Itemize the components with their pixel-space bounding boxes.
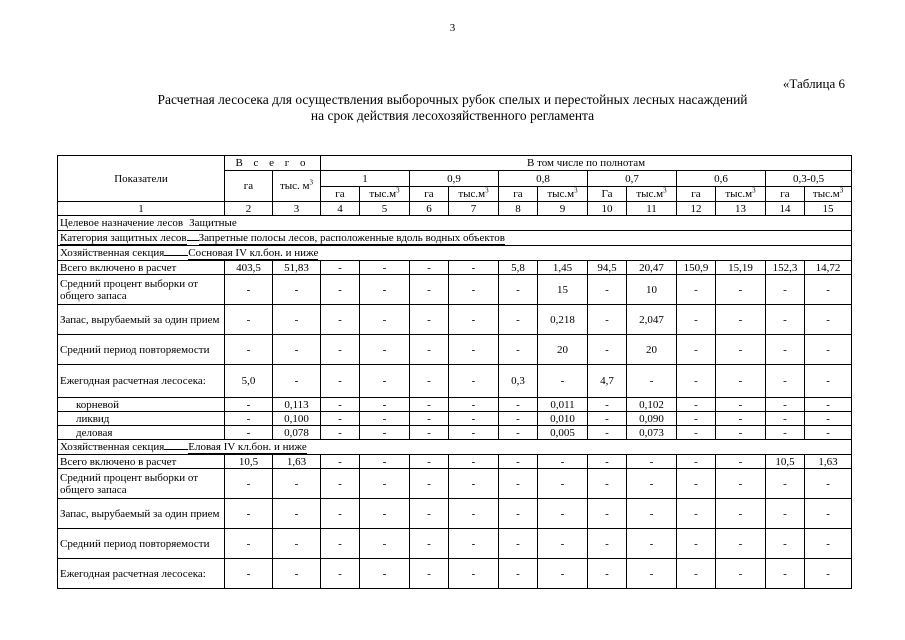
- table-cell: -: [588, 426, 627, 440]
- table-cell: -: [273, 469, 321, 499]
- table-cell: 15: [538, 275, 588, 305]
- table-cell: -: [677, 335, 716, 365]
- table-cell: -: [805, 305, 852, 335]
- header-incl-densities: В том числе по полнотам: [321, 156, 852, 171]
- category-value: Запретные полосы лесов, расположенные вдоль водных объектов: [198, 231, 505, 244]
- col-number: 9: [538, 202, 588, 216]
- table-row: [58, 412, 852, 426]
- category-label: Категория защитных лесов: [60, 231, 187, 244]
- header-indicators: Показатели: [58, 156, 225, 202]
- table-cell: -: [360, 426, 410, 440]
- header-total: В с е г о: [225, 156, 321, 171]
- table-cell: -: [716, 455, 766, 469]
- table-cell: -: [499, 412, 538, 426]
- table-row: [58, 275, 852, 305]
- table-cell: 0,011: [538, 398, 588, 412]
- table-cell: -: [449, 529, 499, 559]
- table-cell: -: [766, 365, 805, 398]
- table-cell: -: [627, 455, 677, 469]
- category-row: [58, 231, 852, 246]
- table-cell: -: [449, 398, 499, 412]
- table-cell: -: [588, 469, 627, 499]
- table-cell: -: [360, 455, 410, 469]
- table-cell: 150,9: [677, 261, 716, 275]
- table-cell: 403,5: [225, 261, 273, 275]
- table-row: [58, 398, 852, 412]
- col-number: 7: [449, 202, 499, 216]
- row-label: Запас, вырубаемый за один прием: [58, 499, 225, 529]
- table-cell: -: [627, 559, 677, 589]
- table-cell: -: [716, 365, 766, 398]
- table-cell: -: [410, 335, 449, 365]
- table-cell: -: [321, 499, 360, 529]
- table-cell: -: [716, 559, 766, 589]
- col-number: 4: [321, 202, 360, 216]
- table-cell: -: [588, 335, 627, 365]
- table-cell: -: [499, 275, 538, 305]
- header-ths: $тыс.м^3$: [627, 187, 677, 202]
- title-line-2: на срок действия лесохозяйственного регламента: [310, 108, 595, 123]
- table-cell: -: [588, 559, 627, 589]
- table-cell: 10,5: [766, 455, 805, 469]
- table-cell: -: [449, 365, 499, 398]
- table-cell: -: [321, 305, 360, 335]
- table-cell: -: [499, 499, 538, 529]
- table-cell: -: [360, 261, 410, 275]
- table-cell: -: [716, 426, 766, 440]
- table-cell: -: [538, 365, 588, 398]
- table-row: [58, 499, 852, 529]
- table-cell: -: [499, 529, 538, 559]
- table-cell: 10,5: [225, 455, 273, 469]
- table-cell: -: [538, 529, 588, 559]
- table-cell: -: [766, 412, 805, 426]
- header-ha: га: [410, 187, 449, 202]
- table-row: [58, 365, 852, 398]
- table-cell: -: [225, 529, 273, 559]
- table-cell: -: [273, 499, 321, 529]
- table-cell: 0,078: [273, 426, 321, 440]
- header-ha: га: [766, 187, 805, 202]
- table-row: [58, 529, 852, 559]
- table-cell: -: [225, 469, 273, 499]
- table-cell: -: [273, 529, 321, 559]
- header-density-0-6: 0,6: [677, 171, 766, 187]
- table-cell: -: [538, 559, 588, 589]
- table-cell: -: [360, 469, 410, 499]
- table-cell: -: [410, 469, 449, 499]
- table-cell: -: [588, 412, 627, 426]
- table-cell: -: [273, 365, 321, 398]
- table-cell: 51,83: [273, 261, 321, 275]
- table-cell: -: [449, 335, 499, 365]
- table-cell: -: [627, 529, 677, 559]
- table-cell: -: [588, 305, 627, 335]
- table-cell: 152,3: [766, 261, 805, 275]
- table-cell: -: [410, 559, 449, 589]
- table-row: [58, 261, 852, 275]
- table-cell: -: [805, 469, 852, 499]
- table-cell: -: [588, 398, 627, 412]
- table-row: [58, 469, 852, 499]
- table-cell: -: [766, 499, 805, 529]
- header-ha: га: [677, 187, 716, 202]
- table-cell: -: [766, 529, 805, 559]
- table-cell: 94,5: [588, 261, 627, 275]
- table-cell: 1,45: [538, 261, 588, 275]
- col-number: 11: [627, 202, 677, 216]
- table-cell: 5,8: [499, 261, 538, 275]
- table-cell: -: [410, 305, 449, 335]
- header-ths: $тыс.м^3$: [805, 187, 852, 202]
- cutting-area-table: [57, 155, 852, 589]
- table-cell: -: [225, 305, 273, 335]
- table-cell: -: [321, 529, 360, 559]
- table-cell: -: [273, 275, 321, 305]
- table-cell: -: [499, 469, 538, 499]
- table-cell: -: [766, 398, 805, 412]
- table-row: [58, 335, 852, 365]
- section1-label: Хозяйственная секция: [60, 246, 165, 259]
- table-row: [58, 305, 852, 335]
- header-density-0-7: 0,7: [588, 171, 677, 187]
- table-cell: 0,090: [627, 412, 677, 426]
- purpose-value: Защитные: [189, 217, 237, 229]
- table-cell: -: [805, 398, 852, 412]
- table-cell: -: [538, 469, 588, 499]
- table-cell: -: [360, 365, 410, 398]
- header-ths: $тыс.м^3$: [449, 187, 499, 202]
- table-number: «Таблица 6: [782, 76, 845, 91]
- table-cell: 0,010: [538, 412, 588, 426]
- header-total-ths: тыс. $м^3$: [273, 171, 321, 202]
- table-cell: -: [449, 426, 499, 440]
- table-cell: -: [805, 365, 852, 398]
- col-number: 1: [58, 202, 225, 216]
- table-cell: -: [677, 398, 716, 412]
- header-ha: га: [499, 187, 538, 202]
- col-number: 14: [766, 202, 805, 216]
- table-cell: -: [677, 365, 716, 398]
- table-cell: -: [360, 305, 410, 335]
- table-cell: -: [716, 529, 766, 559]
- table-cell: -: [321, 261, 360, 275]
- table-cell: -: [225, 275, 273, 305]
- table-cell: -: [273, 305, 321, 335]
- table-cell: -: [677, 499, 716, 529]
- table-row: [58, 426, 852, 440]
- table-cell: -: [499, 398, 538, 412]
- table-cell: -: [677, 559, 716, 589]
- table-cell: -: [499, 559, 538, 589]
- table-cell: -: [321, 335, 360, 365]
- table-cell: -: [321, 426, 360, 440]
- col-number: 5: [360, 202, 410, 216]
- table-cell: 20: [627, 335, 677, 365]
- table-cell: -: [321, 455, 360, 469]
- table-cell: -: [360, 275, 410, 305]
- table-cell: -: [766, 305, 805, 335]
- table-cell: -: [321, 412, 360, 426]
- table-cell: -: [449, 559, 499, 589]
- table-cell: -: [225, 426, 273, 440]
- row-label: Запас, вырубаемый за один прием: [58, 305, 225, 335]
- table-cell: -: [677, 529, 716, 559]
- table-cell: -: [360, 398, 410, 412]
- table-cell: -: [360, 335, 410, 365]
- row-label: Ежегодная расчетная лесосека:: [58, 559, 225, 589]
- header-ths: $тыс.м^3$: [360, 187, 410, 202]
- table-cell: -: [588, 529, 627, 559]
- table-cell: -: [410, 365, 449, 398]
- header-ha: га: [321, 187, 360, 202]
- table-cell: -: [627, 499, 677, 529]
- table-cell: -: [225, 335, 273, 365]
- header-density-0-8: 0,8: [499, 171, 588, 187]
- row-label: Ежегодная расчетная лесосека:: [58, 365, 225, 398]
- table-cell: -: [627, 469, 677, 499]
- section1-value: Сосновая IV кл.бон. и ниже: [188, 246, 319, 259]
- table-cell: -: [805, 529, 852, 559]
- header-density-1: 1: [321, 171, 410, 187]
- table-cell: -: [410, 529, 449, 559]
- table-cell: -: [766, 275, 805, 305]
- purpose-cell: [58, 216, 852, 231]
- column-number-row: [58, 202, 852, 216]
- table-cell: -: [410, 455, 449, 469]
- table-cell: -: [805, 335, 852, 365]
- table-cell: -: [449, 275, 499, 305]
- col-number: 15: [805, 202, 852, 216]
- table-cell: -: [677, 305, 716, 335]
- table-cell: -: [716, 412, 766, 426]
- table-cell: -: [273, 335, 321, 365]
- section2-cell: [58, 440, 852, 455]
- table-row: [58, 455, 852, 469]
- col-number: 6: [410, 202, 449, 216]
- table-cell: 20: [538, 335, 588, 365]
- row-label: Средний процент выборки от общего запаса: [58, 275, 225, 305]
- table-cell: -: [410, 499, 449, 529]
- col-number: 13: [716, 202, 766, 216]
- table-cell: -: [499, 335, 538, 365]
- table-cell: -: [805, 559, 852, 589]
- header-ths: $тыс.м^3$: [716, 187, 766, 202]
- table-cell: -: [499, 305, 538, 335]
- table-cell: -: [805, 426, 852, 440]
- table-cell: -: [805, 499, 852, 529]
- table-cell: -: [449, 455, 499, 469]
- table-cell: 14,72: [805, 261, 852, 275]
- table-title: [0, 92, 905, 124]
- header-row-1: [58, 156, 852, 171]
- table-cell: -: [360, 559, 410, 589]
- table-cell: 1,63: [273, 455, 321, 469]
- table-cell: -: [410, 261, 449, 275]
- row-label: ликвид: [58, 412, 225, 426]
- table-cell: 0,3: [499, 365, 538, 398]
- table-cell: -: [449, 499, 499, 529]
- section2-label: Хозяйственная секция: [60, 440, 165, 453]
- table-row: [58, 559, 852, 589]
- table-cell: -: [588, 455, 627, 469]
- table-cell: 5,0: [225, 365, 273, 398]
- table-cell: 0,005: [538, 426, 588, 440]
- table-cell: 1,63: [805, 455, 852, 469]
- table-cell: -: [449, 261, 499, 275]
- table-cell: 0,073: [627, 426, 677, 440]
- table-cell: -: [499, 426, 538, 440]
- table-cell: 0,102: [627, 398, 677, 412]
- table-cell: -: [716, 398, 766, 412]
- table-cell: 0,100: [273, 412, 321, 426]
- table-cell: -: [321, 559, 360, 589]
- table-cell: -: [716, 469, 766, 499]
- header-density-0-9: 0,9: [410, 171, 499, 187]
- table-cell: -: [766, 469, 805, 499]
- table-cell: -: [538, 455, 588, 469]
- purpose-row: [58, 216, 852, 231]
- table-cell: -: [677, 469, 716, 499]
- table-cell: -: [677, 275, 716, 305]
- table-cell: -: [321, 275, 360, 305]
- category-cell: [58, 231, 852, 246]
- table-cell: -: [410, 275, 449, 305]
- table-cell: 0,218: [538, 305, 588, 335]
- table-cell: -: [321, 365, 360, 398]
- col-number: 12: [677, 202, 716, 216]
- purpose-label: Целевое назначение лесов: [60, 217, 184, 229]
- row-label: Средний период повторяемости: [58, 335, 225, 365]
- table-cell: -: [225, 559, 273, 589]
- table-cell: -: [677, 455, 716, 469]
- table-cell: 2,047: [627, 305, 677, 335]
- table-cell: -: [225, 398, 273, 412]
- table-cell: -: [273, 559, 321, 589]
- table-cell: -: [716, 305, 766, 335]
- header-density-0-3-0-5: 0,3-0,5: [766, 171, 852, 187]
- table-cell: -: [716, 499, 766, 529]
- table-cell: -: [677, 426, 716, 440]
- table-cell: -: [766, 426, 805, 440]
- table-cell: -: [805, 275, 852, 305]
- table-cell: 15,19: [716, 261, 766, 275]
- table-cell: 4,7: [588, 365, 627, 398]
- table-cell: 20,47: [627, 261, 677, 275]
- title-line-1: Расчетная лесосека для осуществления выборочных рубок спелых и перестойных лесных насаждений: [157, 92, 748, 107]
- row-label: деловая: [58, 426, 225, 440]
- header-total-ha: га: [225, 171, 273, 202]
- table-cell: -: [716, 335, 766, 365]
- col-number: 2: [225, 202, 273, 216]
- table-cell: -: [588, 499, 627, 529]
- table-cell: -: [627, 365, 677, 398]
- row-label: корневой: [58, 398, 225, 412]
- table-cell: -: [588, 275, 627, 305]
- table-cell: -: [410, 412, 449, 426]
- table-cell: -: [321, 398, 360, 412]
- section2-row: [58, 440, 852, 455]
- row-label: Средний период повторяемости: [58, 529, 225, 559]
- table-cell: 0,113: [273, 398, 321, 412]
- table-cell: -: [360, 499, 410, 529]
- table-cell: -: [410, 426, 449, 440]
- page-number: 3: [449, 22, 456, 34]
- header-ths: $тыс.м^3$: [538, 187, 588, 202]
- section1-row: [58, 246, 852, 261]
- table-cell: -: [360, 412, 410, 426]
- table-cell: -: [225, 499, 273, 529]
- section1-cell: [58, 246, 852, 261]
- table-cell: -: [538, 499, 588, 529]
- col-number: 8: [499, 202, 538, 216]
- table-cell: -: [716, 275, 766, 305]
- col-number: 3: [273, 202, 321, 216]
- row-label: Всего включено в расчет: [58, 261, 225, 275]
- table-cell: -: [805, 412, 852, 426]
- row-label: Средний процент выборки от общего запаса: [58, 469, 225, 499]
- table-cell: -: [225, 412, 273, 426]
- section2-value: Еловая IV кл.бон. и ниже: [188, 440, 307, 453]
- table-cell: -: [766, 559, 805, 589]
- header-ha: Га: [588, 187, 627, 202]
- table-cell: -: [321, 469, 360, 499]
- table-cell: -: [410, 398, 449, 412]
- table-cell: -: [449, 469, 499, 499]
- table-cell: -: [766, 335, 805, 365]
- col-number: 10: [588, 202, 627, 216]
- table-cell: -: [449, 412, 499, 426]
- table-cell: 10: [627, 275, 677, 305]
- table-cell: -: [449, 305, 499, 335]
- table-cell: -: [677, 412, 716, 426]
- row-label: Всего включено в расчет: [58, 455, 225, 469]
- table-cell: -: [360, 529, 410, 559]
- table-cell: -: [499, 455, 538, 469]
